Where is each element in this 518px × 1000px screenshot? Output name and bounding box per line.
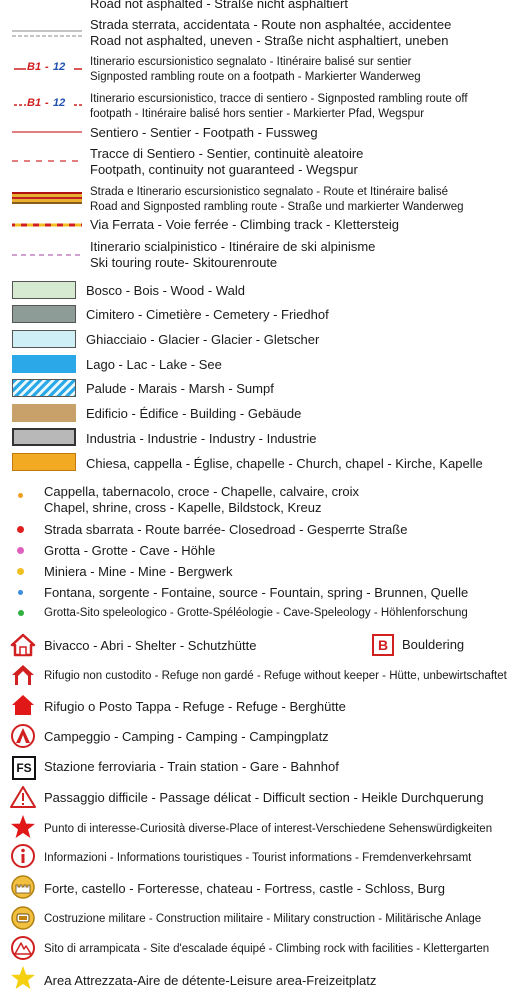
mine-dot [17, 568, 24, 575]
legend-text-glacier: Ghiacciaio - Glacier - Glacier - Gletscher [86, 332, 320, 347]
legend-text-warning: Passaggio difficile - Passage délicat - Difficult section - Heikle Durchquerung [44, 790, 484, 805]
route-code-symbol: B1 - 12 [27, 61, 66, 73]
legend-text-chapel-2: Chapel, shrine, cross - Kapelle, Bildstock, Kreuz [44, 500, 322, 515]
star-yellow-icon [10, 965, 36, 991]
cemetery-swatch [12, 305, 76, 323]
building-swatch [12, 404, 76, 422]
legend-text-castle: Forte, castello - Forteresse, chateau - Fortress, castle - Schloss, Burg [44, 881, 445, 896]
route-code-a: B1 [27, 97, 42, 109]
legend-text-trail-trace-2: Footpath, continuity not guaranteed - Wegspur [90, 162, 358, 177]
glacier-swatch [12, 330, 76, 348]
shelter-outline-icon [10, 633, 36, 657]
legend-text-road-not-asphalted: Road not asphalted - Straße nicht asphaltiert [90, 0, 348, 11]
legend-text-industry: Industria - Industrie - Industry - Industrie [86, 431, 317, 446]
warning-icon [10, 785, 36, 809]
road-route-symbol [12, 192, 82, 206]
trail-trace-symbol [12, 160, 82, 164]
legend-text-ski-touring-1: Itinerario scialpinistico - Itinéraire de ski alpinisme [90, 239, 376, 254]
fountain-dot [18, 590, 23, 595]
legend-text-off-footpath-2: footpath - Itinéraire balisé hors sentier - Markierter Pfad, Wegspur [90, 108, 425, 120]
ski-touring-symbol [12, 254, 82, 258]
camping-icon [10, 723, 36, 749]
wood-swatch [12, 281, 76, 299]
industry-swatch [12, 428, 76, 446]
legend-text-hut: Rifugio o Posto Tappa - Refuge - Refuge - Berghütte [44, 699, 346, 714]
legend-text-via-ferrata: Via Ferrata - Voie ferrée - Climbing track - Klettersteig [90, 217, 399, 232]
legend-text-climbing: Sito di arrampicata - Site d'escalade équipé - Climbing rock with facilities - Klettergarten [44, 943, 490, 955]
legend-text-lake: Lago - Lac - Lake - See [86, 357, 222, 372]
legend-text-camping: Campeggio - Camping - Camping - Campingplatz [44, 729, 329, 744]
hut-icon [10, 693, 36, 717]
church-swatch [12, 453, 76, 471]
route-code-a: B1 [27, 61, 42, 73]
legend-text-road-route-1: Strada e Itinerario escursionistico segnalato - Route et Itinéraire balisé [90, 186, 448, 198]
legend-text-unpaved-road-1: Strada sterrata, accidentata - Route non asphaltée, accidentee [90, 17, 452, 32]
legend-text-trail-trace-1: Tracce di Sentiero - Sentier, continuitè aleatoire [90, 146, 364, 161]
closed-road-dot [17, 526, 24, 533]
legend-text-closed-road: Strada sbarrata - Route barrée- Closedroad - Gesperrte Straße [44, 522, 408, 537]
legend-text-info: Informazioni - Informations touristiques - Tourist informations - Fremdenverkehrsamt [44, 852, 472, 864]
legend-text-point-of-interest: Punto di interesse-Curiosità diverse-Place of interest-Verschiedene Sehenswürdigkeiten [44, 823, 493, 835]
legend-text-unpaved-road-2: Road not asphalted, uneven - Straße nicht asphaltiert, uneben [90, 33, 449, 48]
climbing-icon [10, 935, 36, 961]
marsh-swatch [12, 379, 76, 397]
lake-swatch [12, 355, 76, 373]
legend-text-cave: Grotta - Grotte - Cave - Höhle [44, 543, 216, 558]
star-red-icon [10, 814, 36, 840]
legend-text-chapel-1: Cappella, tabernacolo, croce - Chapelle, calvaire, croix [44, 484, 360, 499]
chapel-dot [18, 493, 23, 498]
train-station-icon: FS [12, 756, 36, 780]
legend-text-road-route-2: Road and Signposted rambling route - Straße und markierter Wanderweg [90, 201, 464, 213]
speleology-dot [18, 610, 24, 616]
legend-text-footpath: Sentiero - Sentier - Footpath - Fussweg [90, 125, 318, 140]
legend-text-leisure-area: Area Attrezzata-Aire de détente-Leisure area-Freizeitplatz [44, 973, 377, 988]
info-icon [10, 843, 36, 869]
bouldering-badge: B [372, 634, 394, 656]
legend-text-mine: Miniera - Mine - Mine - Bergwerk [44, 564, 233, 579]
via-ferrata-symbol [12, 223, 82, 229]
legend-text-marsh: Palude - Marais - Marsh - Sumpf [86, 381, 274, 396]
legend-text-ski-touring-2: Ski touring route- Skitourenroute [90, 255, 278, 270]
legend-text-cemetery: Cimitero - Cimetière - Cemetery - Friedhof [86, 307, 329, 322]
legend-text-wood: Bosco - Bois - Wood - Wald [86, 283, 245, 298]
footpath-symbol [12, 131, 82, 135]
legend-text-bouldering: Bouldering [402, 637, 465, 652]
unpaved-road-symbol [12, 30, 82, 38]
route-code-dashed-symbol: B1 - 12 [27, 97, 66, 109]
legend-text-hut-unattended: Rifugio non custodito - Refuge non gardé - Refuge without keeper - Hütte, unbewirtschaftet [44, 670, 507, 682]
legend-text-church: Chiesa, cappella - Église, chapelle - Church, chapel - Kirche, Kapelle [86, 456, 483, 471]
route-code-b: 12 [53, 97, 66, 109]
legend-text-speleology: Grotta-Sito speleologico - Grotte-Spéléologie - Cave-Speleology - Höhlenforschung [44, 607, 468, 619]
legend-text-military: Costruzione militare - Construction militaire - Military construction - Militärische Anlage [44, 913, 482, 925]
legend-text-signposted-route-1: Itinerario escursionistico segnalato - Itinéraire balisé sur sentier [90, 56, 412, 68]
castle-icon [10, 874, 36, 900]
route-code-b: 12 [53, 61, 66, 73]
legend-text-building: Edificio - Édifice - Building - Gebäude [86, 406, 302, 421]
cave-dot [17, 547, 24, 554]
legend-text-train-station: Stazione ferroviaria - Train station - Gare - Bahnhof [44, 759, 339, 774]
legend-text-shelter: Bivacco - Abri - Shelter - Schutzhütte [44, 638, 257, 653]
legend-text-off-footpath-1: Itinerario escursionistico, tracce di sentiero - Signposted rambling route off [90, 93, 468, 105]
legend-text-fountain: Fontana, sorgente - Fontaine, source - Fountain, spring - Brunnen, Quelle [44, 585, 469, 600]
military-icon [10, 905, 36, 931]
hut-unattended-icon [10, 663, 36, 687]
legend-text-signposted-route-2: Signposted rambling route on a footpath - Markierter Wanderweg [90, 71, 421, 83]
